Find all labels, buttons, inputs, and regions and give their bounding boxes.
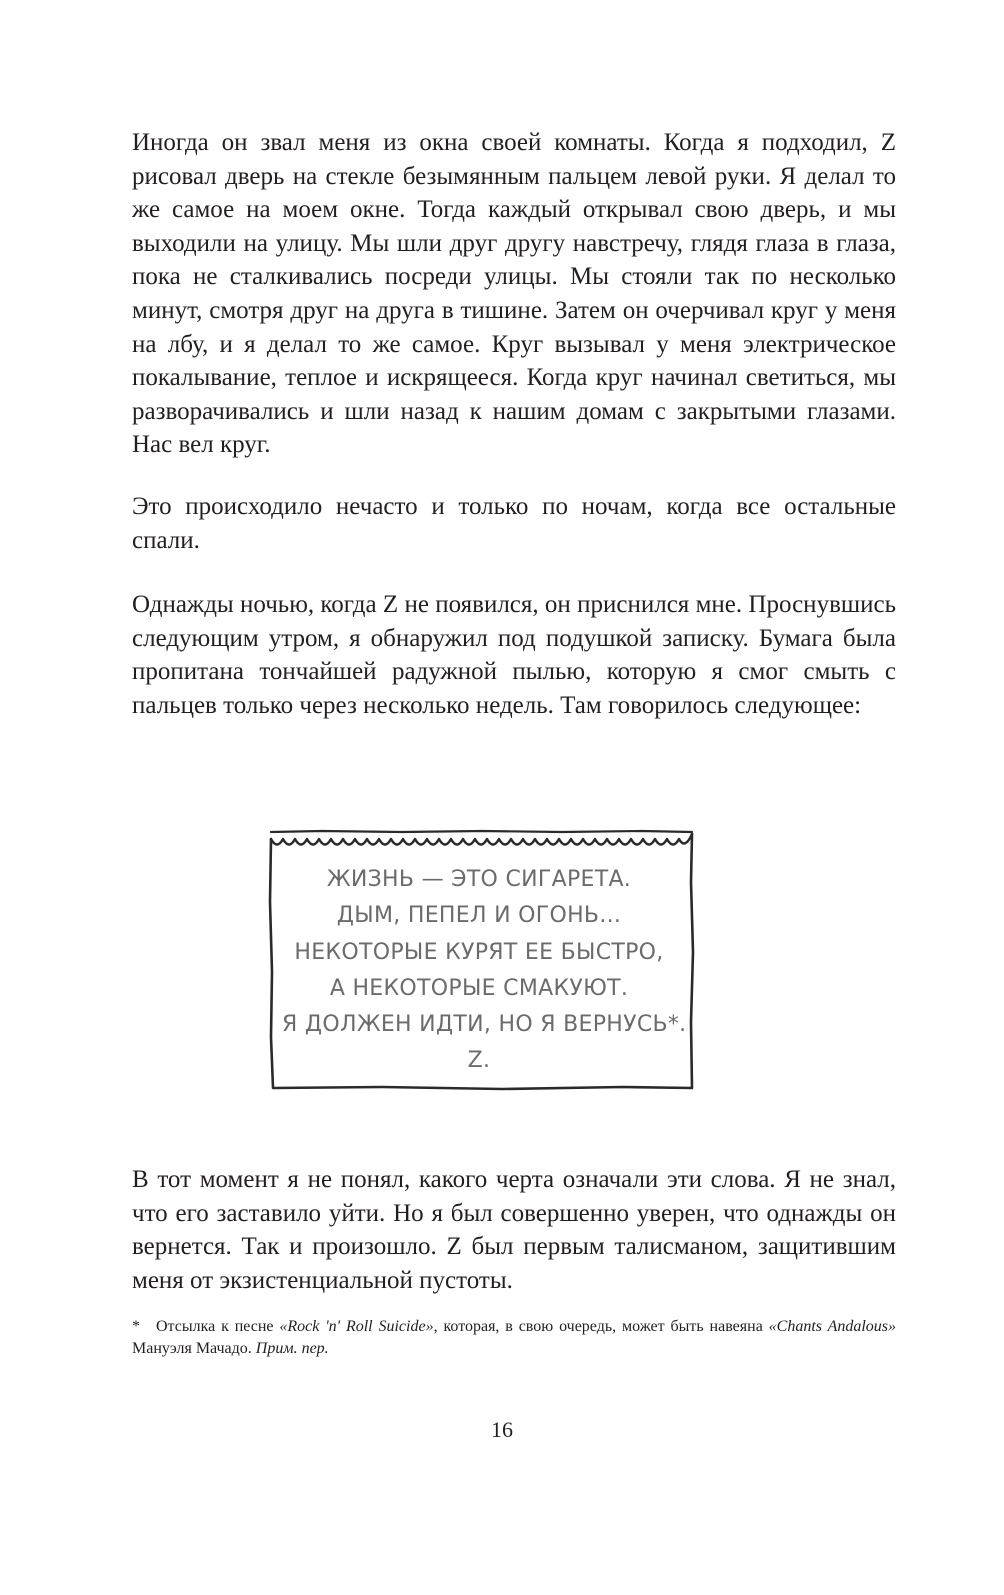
footnote-translator-note: Прим. пер. — [255, 1340, 329, 1357]
footnote-mark: * — [132, 1318, 140, 1335]
note-line-1: ЖИЗНЬ — ЭТО СИГАРЕТА. — [326, 867, 632, 892]
paragraph-4: В тот момент я не понял, какого черта означали эти слова. Я не знал, что его заставило уйти. Но я был совершенно уверен, что однажды он вернется. Так и произошло. Z был первым талисманом, защитившим меня от экзистенциальной пустоты. — [132, 1166, 896, 1294]
footnote — [132, 1316, 896, 1360]
note-signature: Z. — [467, 1048, 491, 1074]
footnote-text-1: Отсылка к песне — [156, 1318, 280, 1335]
page-number: 16 — [491, 1417, 513, 1442]
footnote-song-title: «Rock 'n' Roll Suicide» — [279, 1318, 434, 1335]
note-text — [282, 862, 687, 1080]
footnote-text-2: , которая, в свою очередь, может быть навеяна — [433, 1318, 769, 1335]
note-line-3: НЕКОТОРЫЕ КУРЯТ ЕЕ БЫСТРО, — [294, 939, 664, 965]
paragraph-1: Иногда он звал меня из окна своей комнаты. Когда я подходил, Z рисовал дверь на стекле безымянным пальцем левой руки. Я делал то же самое на моем окне. Тогда каждый открывал свою дверь, и мы выходили на улицу. Мы шли друг другу навстречу, глядя глаза в глаза, пока не сталкивались посреди улицы. Мы стояли так по несколько минут, смотря друг на друга в тишине. Затем он очерчивал круг у меня на лбу, и я делал то же самое. Круг вызывал у меня электрическое покалывание, теплое и искрящееся. Когда круг начинал светиться, мы разворачивались и шли назад к нашим домам с закрытыми глазами. Нас вел круг. — [132, 129, 896, 459]
footnote-text-3: Мануэля Мачадо. — [132, 1340, 256, 1357]
paragraph-3: Однажды ночью, когда Z не появился, он приснился мне. Проснувшись следующим утром, я обнаружил под подушкой записку. Бумага была пропитана тончайшей радужной пылью, которую я смог смыть с пальцев только через несколько недель. Там говорилось следующее: — [132, 591, 896, 719]
note-line-2: ДЫМ, ПЕПЕЛ И ОГОНЬ... — [336, 903, 622, 929]
handwritten-note — [262, 822, 696, 1100]
footnote-poem-title: «Chants Andalous» — [768, 1318, 897, 1335]
note-line-5: Я ДОЛЖЕН ИДТИ, НО Я ВЕРНУСЬ*. — [282, 1012, 687, 1038]
paragraph-2: Это происходило нечасто и только по ночам, когда все остальные спали. — [132, 493, 896, 554]
note-line-4: А НЕКОТОРЫЕ СМАКУЮТ. — [329, 975, 629, 1001]
